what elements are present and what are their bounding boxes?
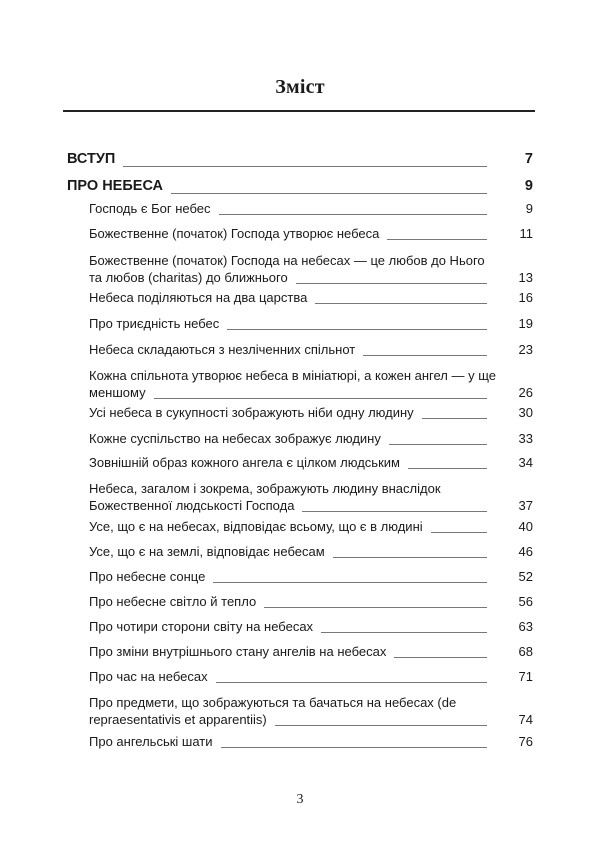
toc-entry-page: 76 — [518, 734, 533, 749]
toc-leader — [275, 725, 487, 726]
toc-leader — [213, 582, 487, 583]
toc-leader — [422, 418, 487, 419]
toc-entry-page: 16 — [518, 290, 533, 305]
toc-entry[interactable] — [89, 430, 533, 447]
toc-entry[interactable] — [89, 404, 533, 421]
toc-entry[interactable] — [89, 480, 533, 514]
toc-entry-title: Кожне суспільство на небесах зображує людину — [89, 431, 381, 446]
toc-leader — [123, 166, 487, 167]
toc-leader — [296, 283, 487, 284]
toc-entry-title: ВСТУП — [67, 151, 116, 167]
toc-entry-title: Господь є Бог небес — [89, 201, 211, 216]
toc-entry-title: Про час на небесах — [89, 669, 208, 684]
toc-entry-title: Усе, що є на небесах, відповідає всьому, що є в людині — [89, 519, 423, 534]
toc-entry-title: Про чотири сторони світу на небесах — [89, 619, 314, 634]
toc-entry-title: Небеса поділяються на два царства — [89, 290, 308, 305]
toc-leader — [394, 657, 487, 658]
toc-entry[interactable] — [89, 315, 533, 332]
toc-entry-page: 37 — [518, 498, 533, 513]
toc-leader — [363, 355, 487, 356]
toc-leader — [264, 607, 487, 608]
toc-leader — [216, 682, 487, 683]
toc-leader — [219, 214, 487, 215]
toc-entry-page: 7 — [524, 151, 533, 167]
toc-leader — [171, 193, 487, 194]
toc-entry[interactable] — [89, 694, 533, 728]
toc-entry[interactable] — [89, 593, 533, 610]
toc-entry[interactable] — [89, 252, 533, 286]
toc-entry-page: 46 — [518, 544, 533, 559]
toc-leader — [431, 532, 487, 533]
page-number: 3 — [296, 792, 304, 807]
toc-entry-title: Про небесне сонце — [89, 569, 206, 584]
toc-entry-page: 30 — [518, 405, 533, 420]
toc-entry-page: 56 — [518, 594, 533, 609]
toc-entry-page: 63 — [518, 619, 533, 634]
toc-entry[interactable] — [67, 150, 533, 169]
toc-leader — [154, 398, 487, 399]
toc-entry-title: Про предмети, що зображуються та бачаться на небесах (de repraesentativis et apparentiis) — [89, 695, 460, 727]
toc-entry[interactable] — [89, 568, 533, 585]
toc-entry-page: 9 — [524, 178, 533, 194]
toc-leader — [389, 444, 487, 445]
toc-entry-page: 23 — [518, 342, 533, 357]
toc-entry-page: 52 — [518, 569, 533, 584]
toc-entry[interactable] — [89, 200, 533, 217]
toc-entry-title: Небеса складаються з незліченних спільнот — [89, 342, 356, 357]
toc-leader — [221, 747, 488, 748]
toc-leader — [321, 632, 487, 633]
toc-entry-page: 68 — [518, 644, 533, 659]
toc-entry[interactable] — [89, 225, 533, 242]
toc-entry-page: 26 — [518, 385, 533, 400]
toc-entry[interactable] — [89, 543, 533, 560]
page-title: Зміст — [275, 76, 325, 98]
toc-entry-title: Усе, що є на землі, відповідає небесам — [89, 544, 325, 559]
toc-entry[interactable] — [89, 618, 533, 635]
toc-entry-title: Зовнішній образ кожного ангела є цілком людським — [89, 455, 400, 470]
toc-entry[interactable] — [89, 733, 533, 750]
toc-entry-title: Про небесне світло й тепло — [89, 594, 257, 609]
toc-entry-page: 11 — [519, 226, 533, 241]
toc-entry-title: Кожна спільнота утворює небеса в мініатюрі, а кожен ангел — у ще меншому — [89, 368, 500, 400]
toc-entry-title: Божественне (початок) Господа утворює небеса — [89, 226, 380, 241]
toc-entry-page: 33 — [518, 431, 533, 446]
toc-leader — [408, 468, 487, 469]
toc-entry-page: 74 — [518, 712, 533, 727]
toc-entry-title: Про ангельські шати — [89, 734, 213, 749]
toc-leader — [315, 303, 487, 304]
toc-entry-title: Божественне (початок) Господа на небесах — це любов до Нього та любов (charitas) до ближнього — [89, 253, 489, 285]
toc-entry[interactable] — [67, 177, 533, 196]
toc-entry-page: 71 — [518, 669, 533, 684]
toc-entry-title: Усі небеса в сукупності зображують ніби одну людину — [89, 405, 414, 420]
toc-entry[interactable] — [89, 668, 533, 685]
toc-leader — [333, 557, 487, 558]
toc-entry[interactable] — [89, 643, 533, 660]
toc-leader — [227, 329, 487, 330]
toc-entry[interactable] — [89, 289, 533, 306]
toc-entry-title: Про зміни внутрішнього стану ангелів на небесах — [89, 644, 387, 659]
toc-entry-page: 9 — [525, 201, 533, 216]
toc-leader — [302, 511, 487, 512]
toc-leader — [387, 239, 487, 240]
toc-entry[interactable] — [89, 454, 533, 471]
toc-entry[interactable] — [89, 341, 533, 358]
toc-entry-page: 34 — [518, 455, 533, 470]
toc-entry-page: 19 — [518, 316, 533, 331]
toc-entry-page: 40 — [518, 519, 533, 534]
toc-entry-page: 13 — [518, 270, 533, 285]
toc-entry-title: ПРО НЕБЕСА — [67, 178, 164, 194]
toc-entry[interactable] — [89, 518, 533, 535]
toc-entry-title: Небеса, загалом і зокрема, зображують людину внаслідок Божественної людськості Господа — [89, 481, 445, 513]
toc-entry[interactable] — [89, 367, 533, 401]
toc-entry-title: Про триєдність небес — [89, 316, 220, 331]
